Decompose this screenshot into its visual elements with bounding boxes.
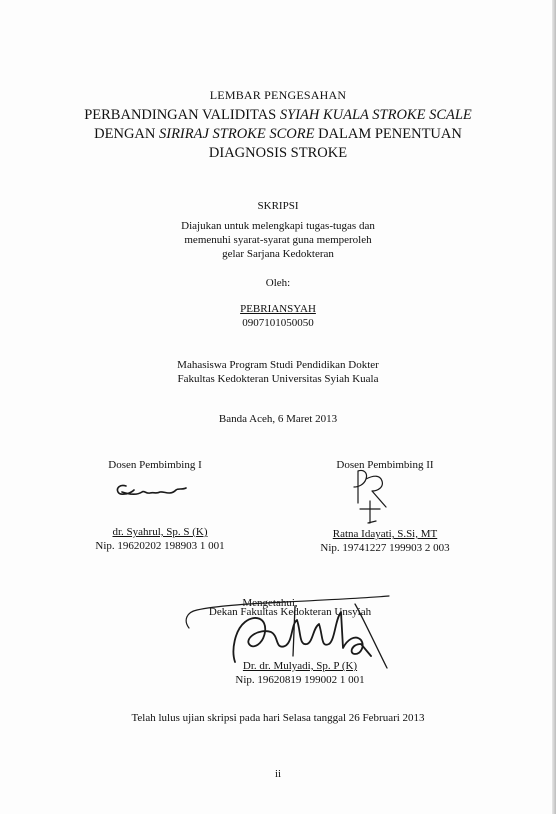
supervisor-2-signature xyxy=(340,465,400,527)
purpose-line-3: gelar Sarjana Kedokteran xyxy=(222,248,334,260)
supervisor-2-name: Ratna Idayati, S.Si, MT xyxy=(332,528,438,540)
document-type: SKRIPSI xyxy=(257,200,299,212)
purpose-line-1: Diajukan untuk melengkapi tugas-tugas dan xyxy=(181,220,375,232)
by-label: Oleh: xyxy=(265,277,291,289)
supervisor-1-name: dr. Syahrul, Sp. S (K) xyxy=(112,526,208,538)
supervisor-2-label: Dosen Pembimbing II xyxy=(336,459,434,471)
title-line-1-prefix: PERBANDINGAN VALIDITAS xyxy=(84,107,280,123)
supervisor-1-nip: Nip. 19620202 198903 1 001 xyxy=(95,540,225,552)
program-line-1: Mahasiswa Program Studi Pendidikan Dokter xyxy=(177,359,379,371)
title-line-2-italic: SIRIRAJ STROKE SCORE xyxy=(158,126,315,142)
supervisor-1-signature xyxy=(112,478,192,508)
page-number: ii xyxy=(274,768,282,780)
title-line-3: DIAGNOSIS STROKE xyxy=(208,145,348,161)
dean-role: Dekan Fakultas Kedokteran Unsyiah xyxy=(208,606,372,618)
dean-name: Dr. dr. Mulyadi, Sp. P (K) xyxy=(242,660,358,672)
title-line-1-italic: SYIAH KUALA STROKE SCALE xyxy=(279,107,472,123)
purpose-line-2: memenuhi syarat-syarat guna memperoleh xyxy=(184,234,372,246)
acknowledgement-label: Mengetahui, xyxy=(242,597,298,609)
author-name: PEBRIANSYAH xyxy=(240,303,316,315)
page-edge-shadow xyxy=(552,0,556,814)
exam-passed-note: Telah lulus ujian skripsi pada hari Selasa tanggal 26 Februari 2013 xyxy=(131,712,425,724)
title-line-2-suffix: DALAM PENENTUAN xyxy=(314,126,462,142)
approval-heading: LEMBAR PENGESAHAN xyxy=(209,88,347,102)
supervisor-1-label: Dosen Pembimbing I xyxy=(108,459,202,471)
author-nim: 0907101050050 xyxy=(242,317,314,329)
title-line-2-prefix: DENGAN xyxy=(94,126,159,142)
program-line-2: Fakultas Kedokteran Universitas Syiah Kuala xyxy=(177,373,379,385)
dean-nip: Nip. 19620819 199002 1 001 xyxy=(235,674,365,686)
place-date: Banda Aceh, 6 Maret 2013 xyxy=(218,413,338,425)
supervisor-2-nip: Nip. 19741227 199903 2 003 xyxy=(320,542,450,554)
title-line-1 xyxy=(0,106,556,125)
title-line-2 xyxy=(0,125,556,144)
